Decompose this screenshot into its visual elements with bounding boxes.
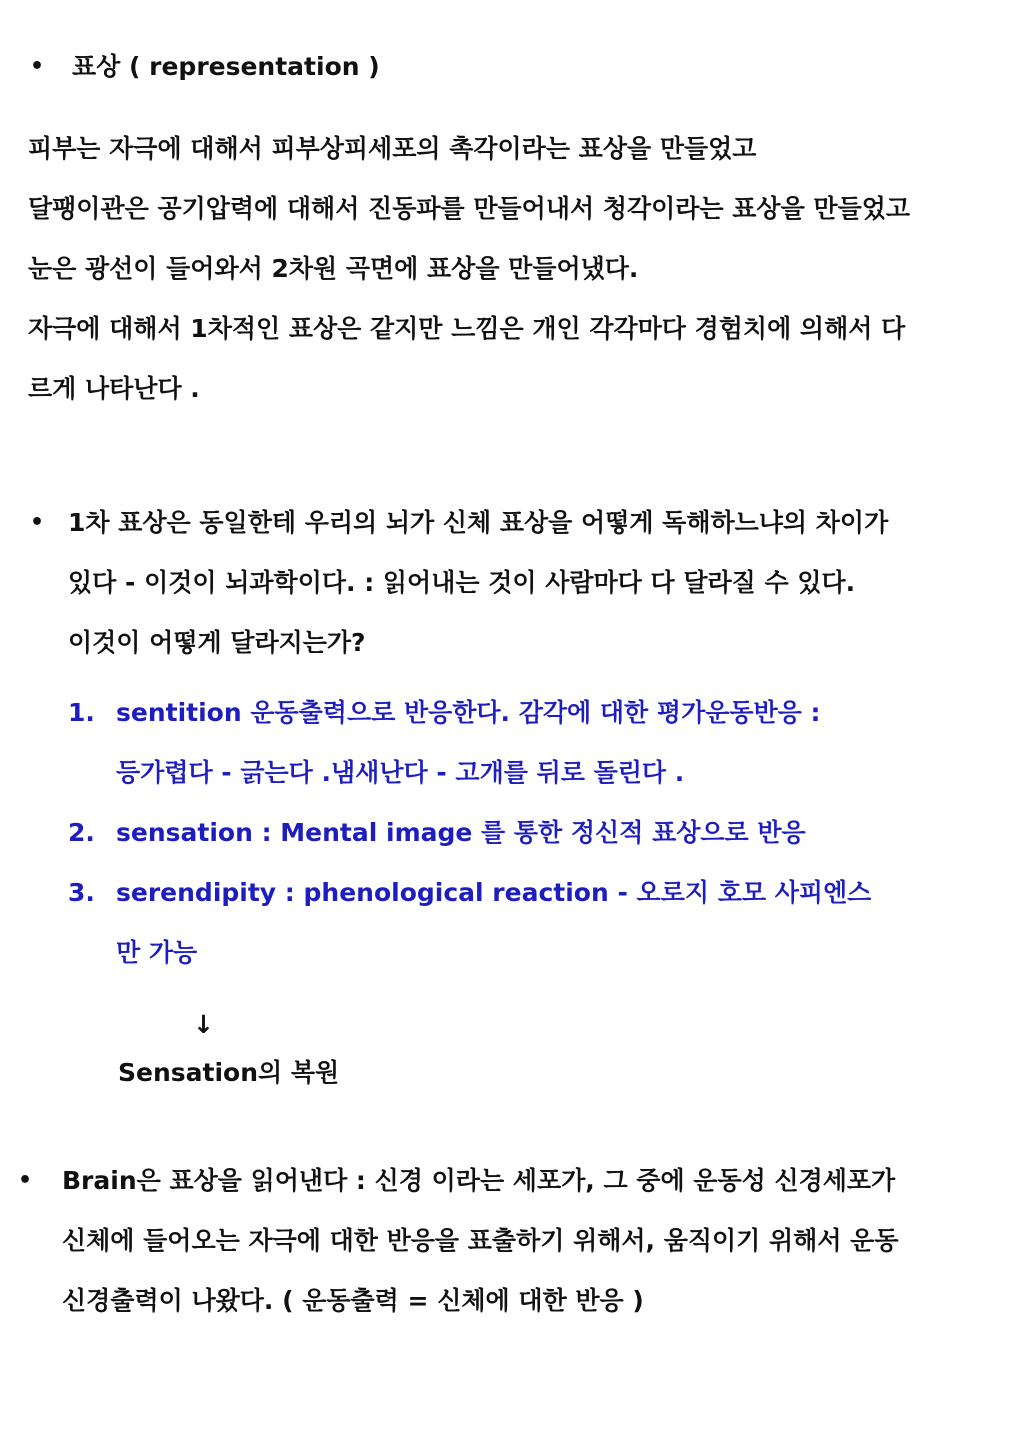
list-number: 1.: [68, 698, 95, 727]
list-number: 2.: [68, 818, 95, 847]
list-item-text: 만 가능: [116, 938, 198, 967]
body-line: 신경출력이 나왔다. ( 운동출력 = 신체에 대한 반응 ): [62, 1286, 644, 1315]
bullet-marker: •: [18, 1168, 33, 1193]
list-item-text: 등가렵다 - 긁는다 .냄새난다 - 고개를 뒤로 돌린다 .: [116, 758, 685, 787]
body-line: 이것이 어떻게 달라지는가?: [68, 628, 366, 657]
body-line: 신체에 들어오는 자극에 대한 반응을 표출하기 위해서, 움직이기 위해서 운동: [62, 1226, 899, 1255]
body-line: 피부는 자극에 대해서 피부상피세포의 촉각이라는 표상을 만들었고: [28, 134, 757, 163]
body-line: Brain은 표상을 읽어낸다 : 신경 이라는 세포가, 그 중에 운동성 신경세포가: [62, 1166, 896, 1195]
body-line: 르게 나타난다 .: [28, 374, 200, 403]
list-item-text: sentition 운동출력으로 반응한다. 감각에 대한 평가운동반응 :: [116, 698, 821, 727]
list-item-text: serendipity : phenological reaction - 오로지 호모 사피엔스: [116, 878, 872, 907]
body-line: 1차 표상은 동일한테 우리의 뇌가 신체 표상을 어떻게 독해하느냐의 차이가: [68, 508, 889, 537]
body-line: 있다 - 이것이 뇌과학이다. : 읽어내는 것이 사람마다 다 달라질 수 있다.: [68, 568, 856, 597]
body-line: 눈은 광선이 들어와서 2차원 곡면에 표상을 만들어냈다.: [28, 254, 639, 283]
list-number: 3.: [68, 878, 95, 907]
restoration-label: Sensation의 복원: [118, 1058, 340, 1087]
bullet-marker: •: [30, 54, 45, 79]
section-heading: 표상 ( representation ): [72, 52, 380, 81]
body-line: 달팽이관은 공기압력에 대해서 진동파를 만들어내서 청각이라는 표상을 만들었고: [28, 194, 911, 223]
list-item-text: sensation : Mental image 를 통한 정신적 표상으로 반응: [116, 818, 806, 847]
down-arrow-icon: ↓: [193, 1010, 214, 1039]
bullet-marker: •: [30, 510, 45, 535]
body-line: 자극에 대해서 1차적인 표상은 같지만 느낌은 개인 각각마다 경험치에 의해서 다: [28, 314, 906, 343]
